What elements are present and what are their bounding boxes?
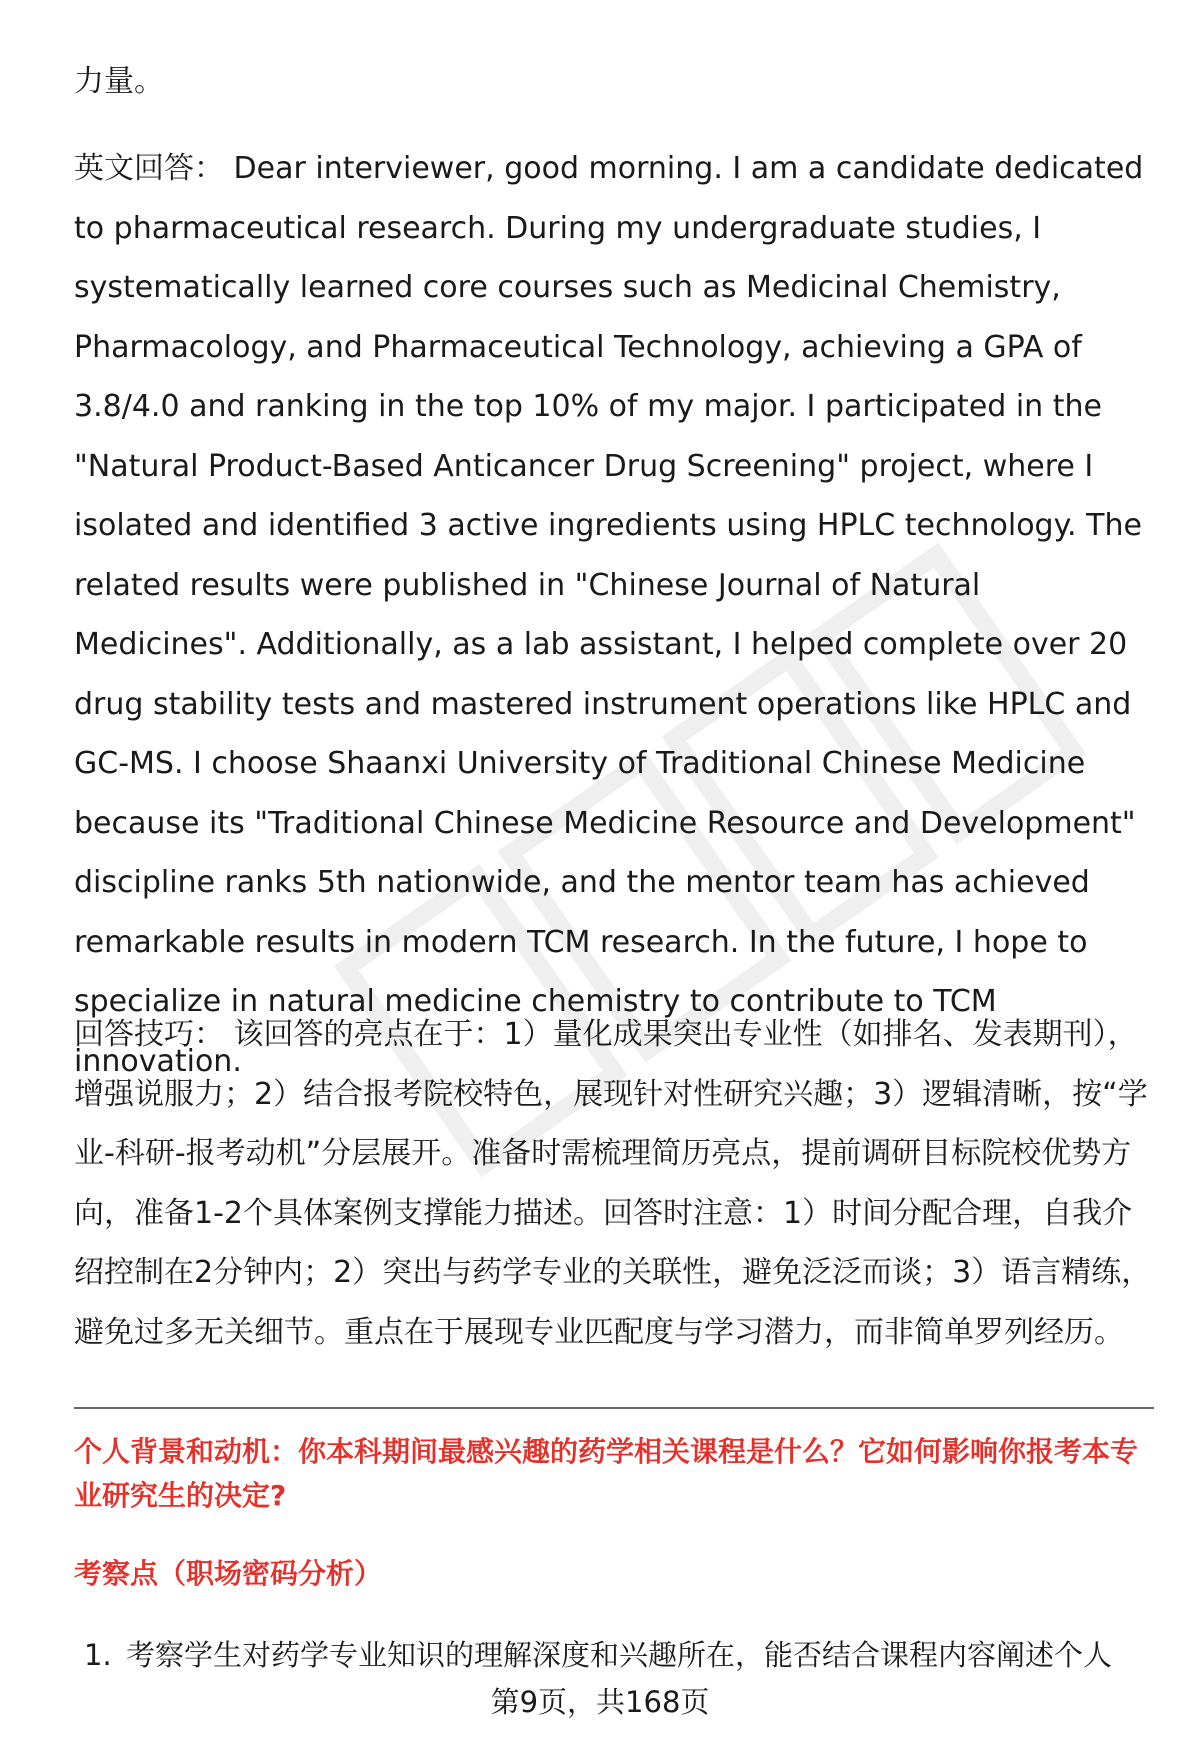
section-heading: 考察点（职场密码分析） xyxy=(74,1557,383,1590)
section-divider xyxy=(74,1407,1154,1409)
top-fragment-text: 力量。 xyxy=(74,64,164,99)
page-footer: 第9页，共168页 xyxy=(490,1685,710,1719)
list-item-number: 1. xyxy=(84,1638,112,1672)
answer-tips-text: 该回答的亮点在于：1）量化成果突出专业性（如排名、发表期刊），增强说服力；2）结合报考院校特色，展现针对性研究兴趣；3）逻辑清晰，按“学业-科研-报考动机”分层展开。准备时需梳理简历亮点，提前调研目标院校优势方向，准备1-2个具体案例支撑能力描述。回答时注意：1）时间分配合理，自我介绍控制在2分钟内；2）突出与药学专业的关联性，避免泛泛而谈；3）语言精练，避免过多无关细节。重点在于展现专业匹配度与学习潜力，而非简单罗列经历。 xyxy=(74,1017,1152,1350)
english-answer-label: 英文回答： xyxy=(74,151,224,186)
list-item xyxy=(84,1633,1154,1677)
question-title: 个人背景和动机：你本科期间最感兴趣的药学相关课程是什么？它如何影响你报考本专业研究生的决定? xyxy=(74,1435,1139,1512)
answer-tips-paragraph xyxy=(74,1005,1154,1362)
answer-tips-label: 回答技巧： xyxy=(74,1017,224,1052)
english-answer-paragraph xyxy=(74,139,1154,1091)
list-item-text: 考察学生对药学专业知识的理解深度和兴趣所在，能否结合课程内容阐述个人 xyxy=(126,1638,1113,1672)
english-answer-text: Dear interviewer, good morning. I am a candidate dedicated to pharmaceutical research. During my undergraduate studies, I systematically learned core courses such as Medicinal Chemistry, Pharmacology, and Pharmaceutical Technology, achieving a GPA of 3.8/4.0 and ranking in the top 10% of my major. I participated in the "Natural Product-Based Anticancer Drug Screening" project, where I isolated and identified 3 active ingredients using HPLC technology. The related results were published in "Chinese Journal of Natural Medicines". Additionally, as a lab assistant, I helped complete over 20 drug stability tests and mastered instrument operations like HPLC and GC-MS. I choose Shaanxi University of Traditional Chinese Medicine because its "Traditional Chinese Medicine Resource and Development" discipline ranks 5th nationwide, and the mentor team has achieved remarkable results in modern TCM research. In the future, I hope to specialize in natural medicine chemistry to contribute to TCM innovation. xyxy=(74,151,1144,1079)
